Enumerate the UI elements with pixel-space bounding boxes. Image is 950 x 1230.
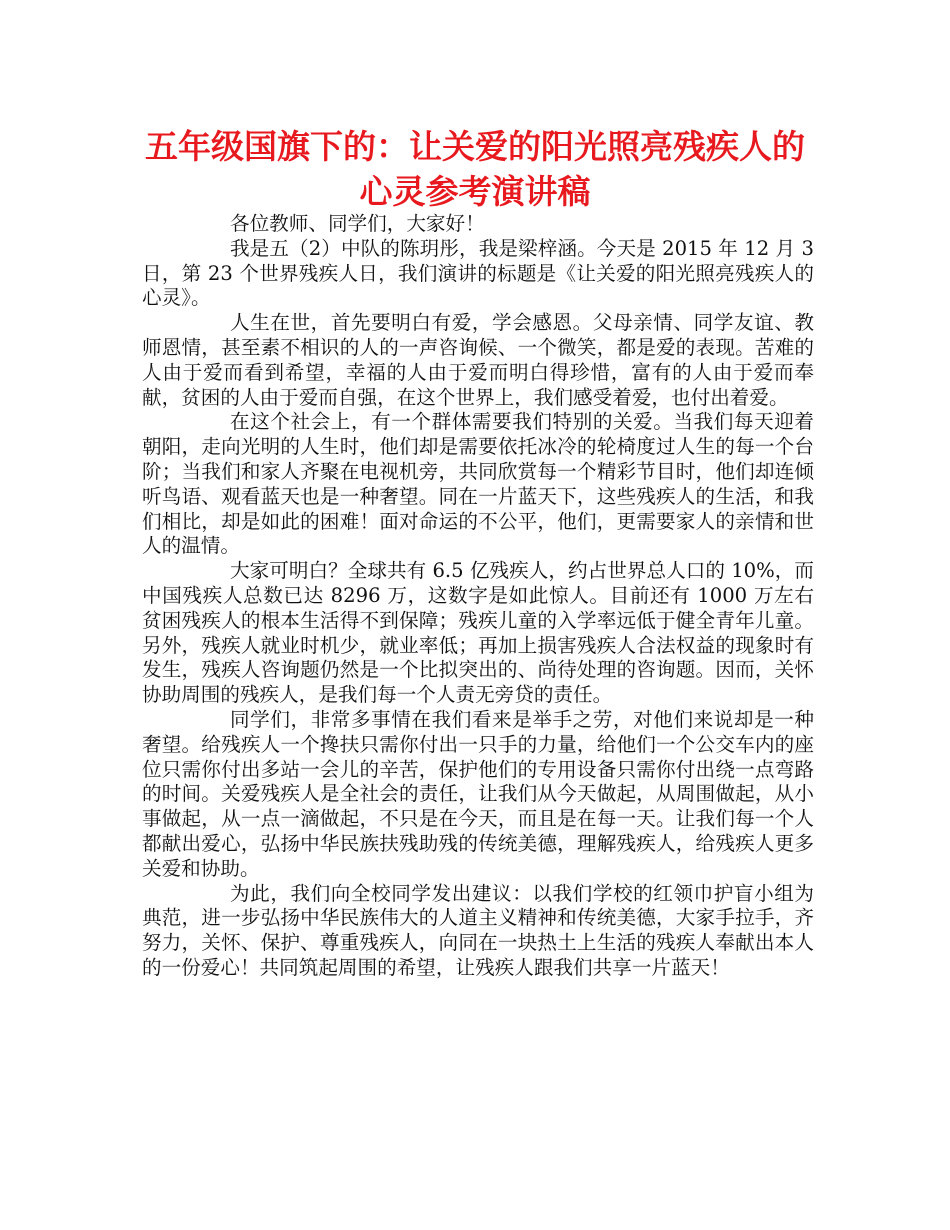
document-title: 五年级国旗下的：让关爱的阳光照亮残疾人的心灵参考演讲稿 — [145, 127, 805, 211]
document-body — [142, 212, 814, 981]
paragraph-introduction: 我是五（2）中队的陈玥彤，我是梁梓涵。今天是 2015 年 12 月 3 日，第 23 个世界残疾人日，我们演讲的标题是《让关爱的阳光照亮残疾人的心灵》。 — [142, 236, 814, 310]
paragraph-call-to-action: 同学们，非常多事情在我们看来是举手之劳，对他们来说却是一种奢望。给残疾人一个搀扶只需你付出一只手的力量，给他们一个公交车内的座位只需你付出多站一会儿的辛苦，保护他们的专用设备只需你付出绕一点弯路的时间。关爱残疾人是全社会的责任，让我们从今天做起，从周围做起，从小事做起，从一点一滴做起，不只是在今天，而且是在每一天。让我们每一个人都献出爱心，弘扬中华民族扶残助残的传统美德，理解残疾人，给残疾人更多关爱和协助。 — [142, 707, 814, 880]
paragraph-love-and-gratitude: 人生在世，首先要明白有爱，学会感恩。父母亲情、同学友谊、教师恩情，甚至素不相识的人的一声咨询候、一个微笑，都是爱的表现。苦难的人由于爱而看到希望，幸福的人由于爱而明白得珍惜，富有的人由于爱而奉献，贫困的人由于爱而自强，在这个世界上，我们感受着爱，也付出着爱。 — [142, 311, 814, 409]
paragraph-special-group: 在这个社会上，有一个群体需要我们特别的关爱。当我们每天迎着朝阳，走向光明的人生时，他们却是需要依托冰冷的轮椅度过人生的每一个台阶；当我们和家人齐聚在电视机旁，共同欣赏每一个精彩节目时，他们却连倾听鸟语、观看蓝天也是一种奢望。同在一片蓝天下，这些残疾人的生活，和我们相比，却是如此的困难！面对命运的不公平，他们，更需要家人的亲情和世人的温情。 — [142, 410, 814, 558]
paragraph-proposal: 为此，我们向全校同学发出建议：以我们学校的红领巾护盲小组为典范，进一步弘扬中华民族伟大的人道主义精神和传统美德，大家手拉手，齐努力，关怀、保护、尊重残疾人，向同在一块热土上生活的残疾人奉献出本人的一份爱心！共同筑起周围的希望，让残疾人跟我们共享一片蓝天！ — [142, 881, 814, 979]
paragraph-statistics: 大家可明白？全球共有 6.5 亿残疾人，约占世界总人口的 10%，而中国残疾人总数已达 8296 万，这数字是如此惊人。目前还有 1000 万左右贫困残疾人的根本生活得不到保障；残疾儿童的入学率远低于健全青年儿童。另外，残疾人就业时机少，就业率低；再加上损害残疾人合法权益的现象时有发生，残疾人咨询题仍然是一个比拟突出的、尚待处理的咨询题。因而，关怀协助周围的残疾人，是我们每一个人责无旁贷的责任。 — [142, 559, 814, 707]
paragraph-greeting: 各位教师、同学们，大家好！ — [230, 212, 485, 235]
